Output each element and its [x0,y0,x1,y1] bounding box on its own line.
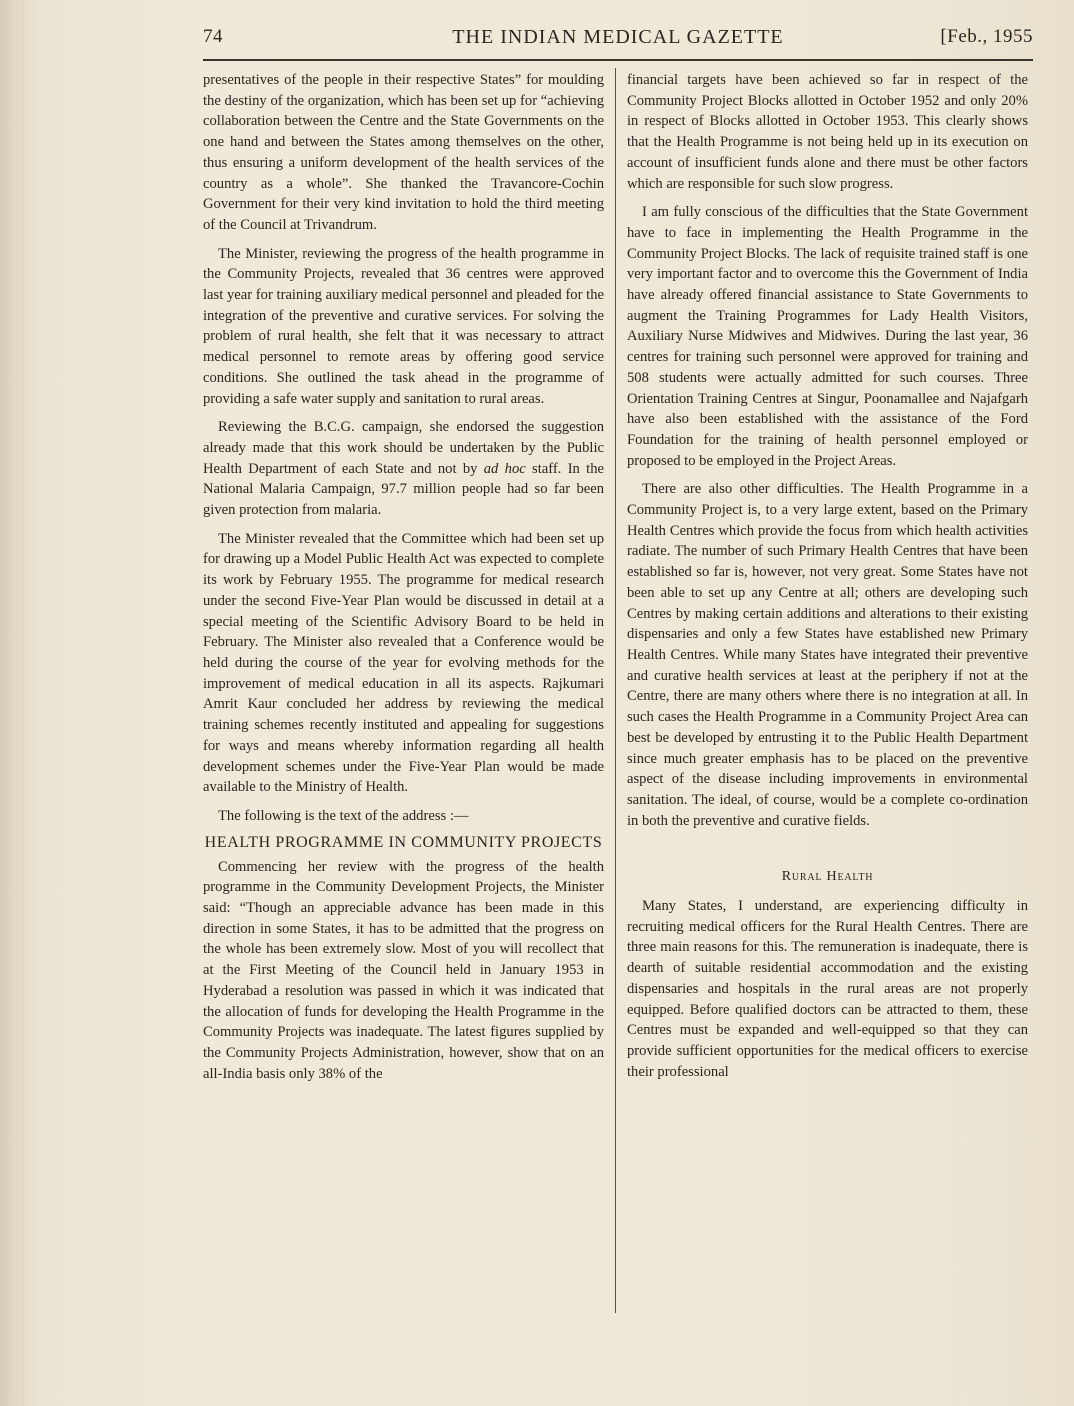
text-span: staff. In the National Malaria Campaign, 97.7 million people had so far been given protection from malaria. [203,460,604,519]
header-divider [203,59,1033,61]
paragraph [203,417,604,521]
section-heading: HEALTH PROGRAMME IN COMMUNITY PROJECTS [204,833,603,851]
right-column [627,70,1028,1090]
paragraph: Commencing her review with the progress of the health programme in the Community Development Projects, the Minister said: “Though an appreciable advance has been made in this direction in some States, it has to be admitted that the progress on the whole has been extremely slow. Most of you will recollect that at the First Meeting of the Council held in January 1953 in Hyderabad a resolution was passed in which it was indicated that the allocation of funds for developing the Health Programme in the Community Projects was inadequate. The latest figures supplied by the Community Projects Administration, however, show that on an all-India basis only 38% of the [203,858,604,1082]
left-column [203,70,604,1092]
paragraph: financial targets have been achieved so far in respect of the Community Project Blocks allotted in October 1952 and only 20% in respect of Blocks allotted in October 1953. This clearly shows that the Health Programme is not being held up in its execution on account of insufficient funds alone and there must be other factors which are responsible for such slow progress. [627,72,1028,192]
paragraph: There are also other difficulties. The Health Programme in a Community Project is, to a very large extent, based on the Primary Health Centres which provide the focus from which health activities radiate. The number of such Primary Health Centres that have been established so far is, however, not very great. Some States have not been able to set up any Centre at all; others are developing such Centres by making certain additions and alterations to their existing dispensaries and only a few States have established new Primary Health Centres. While many States have integrated their preventive and curative health services at least at the periphery if not at the Centre, there are many others where there is no integration at all. In such cases the Health Programme in a Community Project Area can best be developed by entrusting it to the Public Health Department since much greater emphasis has to be placed on the preventive aspect of the disease including improvements in environmental sanitation. The ideal, of course, would be a complete co-ordination in both the preventive and curative fields. [627,481,1028,829]
paragraph: presentatives of the people in their respective States” for moulding the destiny of the organization, which has been set up for “achieving collaboration between the Centre and the State Governments on the one hand and between the States among themselves on the other, thus ensuring a uniform development of the health services of the country as a whole”. She thanked the Travancore-Cochin Government for their very kind invitation to hold the third meeting of the Council at Trivandrum. [203,72,604,233]
page-binding-edge [0,0,23,1406]
journal-title: THE INDIAN MEDICAL GAZETTE [452,26,784,48]
issue-date: [Feb., 1955 [940,26,1033,47]
italic-text: ad hoc [483,460,526,477]
subheading: Rural Health [781,869,874,885]
paragraph: The Minister, reviewing the progress of the health programme in the Community Projects, revealed that 36 centres were approved last year for training auxiliary medical personnel and pleaded for the integration of the preventive and curative services. For solving the problem of rural health, she felt that it was necessary to attract medical personnel to remote areas by offering good service conditions. She outlined the task ahead in the programme of providing a safe water supply and sanitation to rural areas. [203,245,604,407]
text-span: Reviewing the B.C.G. campaign, she endorsed the suggestion already made that this work should be undertaken by the Public Health Department of each State and not by [203,419,604,477]
paragraph: I am fully conscious of the difficulties that the State Government have to face in implementing the Health Programme in the Community Project Blocks. The lack of requisite trained staff is one very important factor and to overcome this the Government of India have already offered financial assistance to State Governments to augment the Training Programmes for Lady Health Visitors, Auxiliary Nurse Midwives and Midwives. During the last year, 36 centres for training such personnel were approved for training and 508 students were actually admitted for such courses. Three Orientation Training Centres at Singur, Poonamallee and Najafgarh have also been established with the assistance of the Ford Foundation for the training of health personnel employed or proposed to be employed in the Project Areas. [627,204,1028,469]
page-header [203,26,1033,56]
paragraph: Many States, I understand, are experiencing difficulty in recruiting medical officers for the Rural Health Centres. There are three main reasons for this. The remuneration is inadequate, there is dearth of suitable residential accommodation and the existing dispensaries and hospitals in the rural areas are not properly equipped. Before qualified doctors can be attracted to them, these Centres must be expanded and well-equipped so that they can provide sufficient opportunities for the medical officers to exercise their professional [627,898,1028,1080]
paragraph: The Minister revealed that the Committee which had been set up for drawing up a Model Public Health Act was expected to complete its work by February 1955. The programme for medical research under the second Five-Year Plan would be discussed in detail at a special meeting of the Scientific Advisory Board to be held in February. The Minister also revealed that a Conference would be held during the course of the year for evolving methods for the improvement of medical education in all its aspects. Rajkumari Amrit Kaur concluded her address by reviewing the medical training schemes recently instituted and appealing for suggestions for ways and means whereby information regarding all health development schemes under the Five-Year Plan would be made available to the Ministry of Health. [203,530,604,796]
paragraph: The following is the text of the address :— [218,807,469,824]
page-number: 74 [203,26,223,47]
column-divider [615,68,616,1313]
